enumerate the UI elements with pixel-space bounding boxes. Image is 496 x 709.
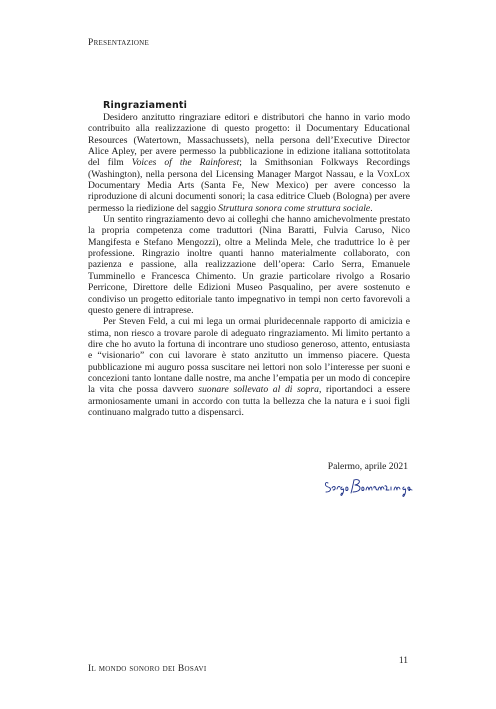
place-date: Palermo, aprile 2021 bbox=[327, 461, 408, 472]
footer-book-title: Il mondo sonoro dei Bosavi bbox=[88, 664, 207, 674]
essay-title: Struttura sonora come struttura sociale bbox=[218, 202, 371, 214]
paragraph-1-text-g: . bbox=[370, 202, 373, 214]
running-head: Presentazione bbox=[88, 38, 150, 48]
paragraph-2: Un sentito ringraziamento devo ai colleghi che hanno amichevolmente prestato la propria competenza come traduttori (Nina Baratti, Fulvia Caruso, Nico Mangifesta e Stefano Mengozzi), oltre a Melinda Mele, che traduttrice lo è per professione. Ringrazio inoltre quanti hanno materialmente collaborato, con pazienza e passione, alla realizzazione dell’opera: Carlo Serra, Emanuele Tumminello e Francesca Chimento. Un grazie particolare rivolgo a Rosario Perricone, Direttore delle Edizioni Museo Pasqualino, per avere sostenuto e condiviso un progetto editoriale tanto impegnativo in tempi non certo favorevoli a questo genere di intraprese. bbox=[88, 214, 410, 316]
paragraph-3-italic: suonare sollevato al di sopra bbox=[198, 384, 319, 396]
paragraph-1-text-a: Desidero anzitutto ringraziare editori e distributori che hanno in vario modo contribuito alla realizzazione di questo progetto: il Documentary Educational Resources (Watertown, Massachussets), nella persona dell’Executive Director Alice Apley, per avere permesso la pubblicazione in edizione italiana sottotitolata del film bbox=[88, 112, 410, 169]
paragraph-1 bbox=[88, 112, 410, 214]
body-text bbox=[88, 112, 410, 418]
section-title: Ringraziamenti bbox=[103, 100, 188, 111]
paragraph-3 bbox=[88, 316, 410, 418]
film-title: Voices of the Rainforest bbox=[131, 157, 240, 169]
handwritten-signature bbox=[323, 475, 415, 499]
paragraph-1-text-e: Documentary Media Arts (Santa Fe, New Mexico) per avere concesso la riproduzione di alcuni documenti sonori; la casa editrice Clueb (Bologna) per avere permesso la riedizione del saggio bbox=[88, 180, 410, 214]
paragraph-3-text-a: Per Steven Feld, a cui mi lega un ormai pluridecennale rapporto di amicizia e stima, non riesco a trovare parole di adeguato ringraziamento. Mi limito pertanto a dire che ho avuto la fortuna di incontrare uno studioso generoso, attento, entusiasta e “visionario” con cui lavorare è stato anzitutto un immenso piacere. Questa pubblicazione mi auguro possa suscitare nei lettori non solo l’interesse per suoni e concezioni tanto lontane dalle nostre, ma anche l’empatia per un modo di concepire la vita che possa davvero bbox=[88, 316, 410, 396]
paragraph-1-text-c: ; la Smithsonian Folkways Recordings (Washington), nella persona del Licensing Manager Margot Nassau, e la bbox=[88, 157, 410, 180]
paragraph-3-text-c: , riportandoci a essere armoniosamente umani in accordo con tutta la bellezza che la natura e i suoi figli continuano malgrado tutto a dispensarci. bbox=[88, 384, 410, 418]
voxlox-name: VoxLox bbox=[376, 168, 410, 180]
page-number: 11 bbox=[398, 656, 408, 666]
